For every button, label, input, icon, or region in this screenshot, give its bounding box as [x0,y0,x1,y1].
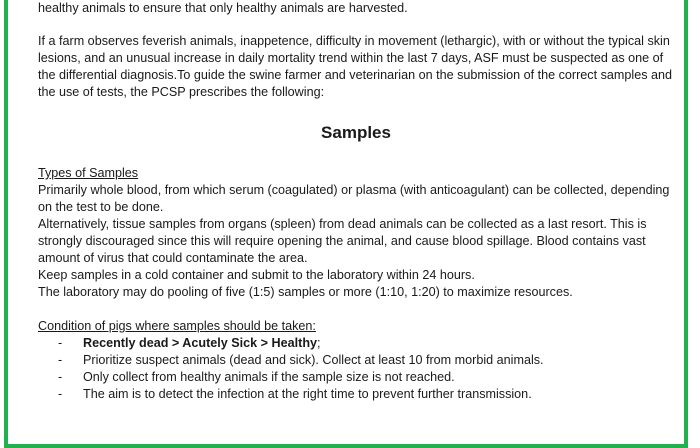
condition-item-4-rest: The aim is to detect the infection at the right time to prevent further transmission. [83,387,532,401]
condition-list [38,335,674,403]
condition-item-2 [38,352,674,369]
condition-item-3 [38,369,674,386]
dash-bullet: - [58,387,63,401]
condition-title: Condition of pigs where samples should be taken: [38,319,316,333]
dash-bullet: - [58,353,63,367]
condition-item-1-bold: Recently dead > Acutely Sick > Healthy [83,336,318,350]
types-of-samples-title: Types of Samples [38,166,139,180]
types-line-4: The laboratory may do pooling of five (1:5) samples or more (1:10, 1:20) to maximize resources. [38,285,573,299]
document-content [38,0,674,403]
asf-suspicion-paragraph: If a farm observes feverish animals, inappetence, difficulty in movement (lethargic), with or without the typical skin lesions, and an unusual increase in daily mortality trend within the last 7 days, ASF must be suspected as one of the differential diagnosis.To guide the swine farmer and veterinarian on the submission of the correct samples and the use of tests, the PCSP prescribes the following: [38,34,673,99]
types-line-1: Primarily whole blood, from which serum (coagulated) or plasma (with anticoagulant) can be collected, depending on the test to be done. [38,183,670,214]
condition-item-1-rest: ; [317,336,321,350]
condition-item-1 [38,335,674,352]
dash-bullet: - [58,370,63,384]
condition-item-2-rest: Prioritize suspect animals (dead and sick). Collect at least 10 from morbid animals. [83,353,544,367]
dash-bullet: - [58,336,63,350]
intro-fragment: healthy animals to ensure that only healthy animals are harvested. [38,1,408,15]
types-line-3: Keep samples in a cold container and submit to the laboratory within 24 hours. [38,268,475,282]
types-line-2: Alternatively, tissue samples from organs (spleen) from dead animals can be collected as a last resort. This is strongly discouraged since this will require opening the animal, and cause blood spillage. Blood contains vast amount of virus that could contaminate the area. [38,217,647,265]
condition-item-3-rest: Only collect from healthy animals if the sample size is not reached. [83,370,455,384]
condition-item-4 [38,386,674,403]
samples-heading: Samples [321,123,391,142]
